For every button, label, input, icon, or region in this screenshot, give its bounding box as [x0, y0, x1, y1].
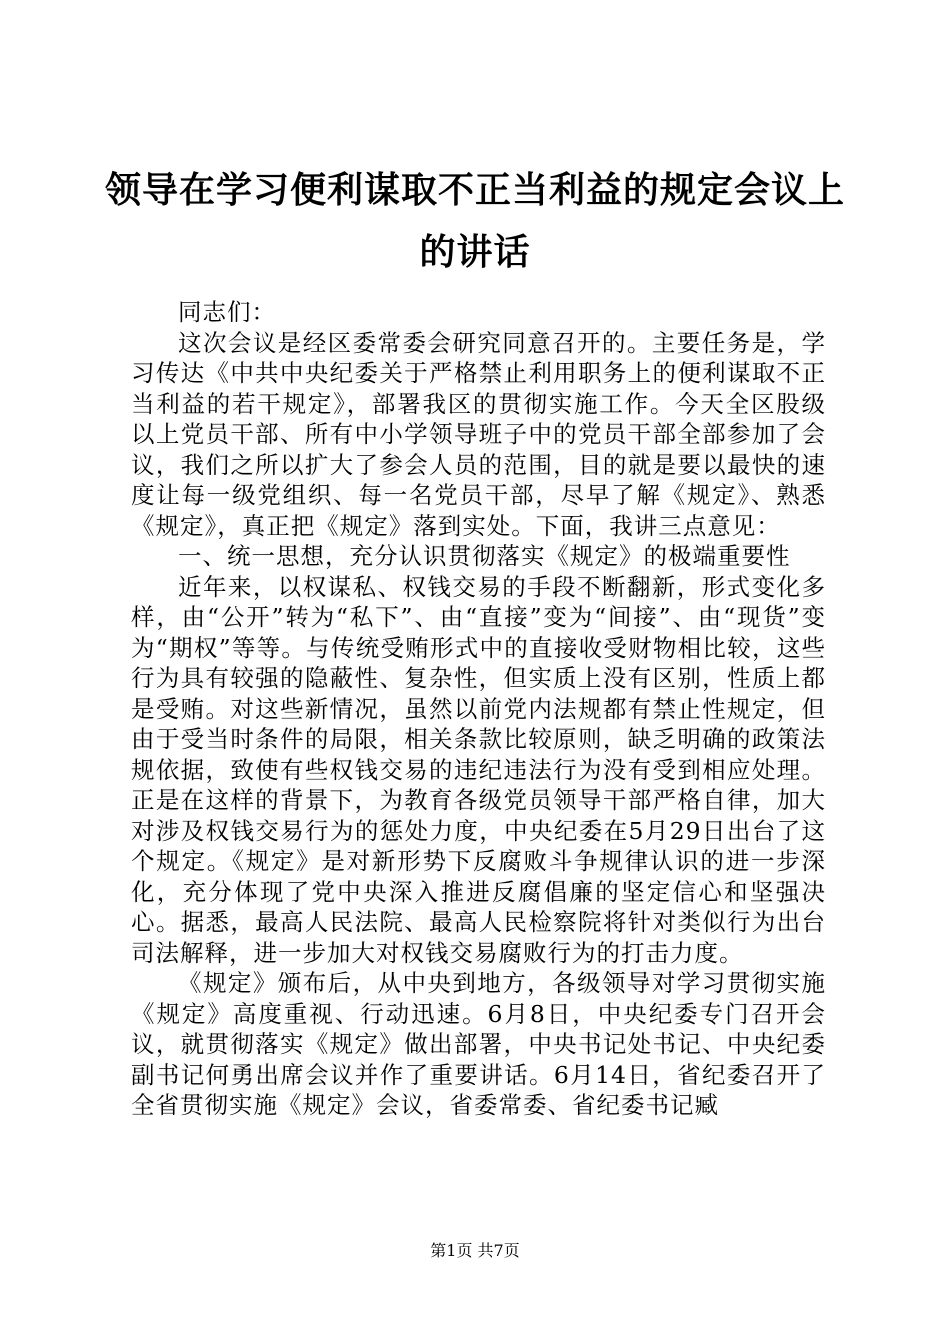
paragraph-intro: 这次会议是经区委常委会研究同意召开的。主要任务是，学习传达《中共中央纪委关于严格禁止利用职务上的便利谋取不正当利益的若干规定》，部署我区的贯彻实施工作。今天全区股级以上党员干部、所有中小学领导班子中的党员干部全部参加了会议，我们之所以扩大了参会人员的范围，目的就是要以最快的速度让每一级党组织、每一名党员干部，尽早了解《规定》、熟悉《规定》，真正把《规定》落到实处。下面，我讲三点意见：: [131, 328, 826, 540]
paragraph-background: 近年来，以权谋私、权钱交易的手段不断翻新，形式变化多样，由“公开”转为“私下”、由“直接”变为“间接”、由“现货”变为“期权”等等。与传统受贿形式中的直接收受财物相比较，这些行为具有较强的隐蔽性、复杂性，但实质上没有区别，性质上都是受贿。对这些新情况，虽然以前党内法规都有禁止性规定，但由于受当时条件的局限，相关条款比较原则，缺乏明确的政策法规依据，致使有些权钱交易的违纪违法行为没有受到相应处理。正是在这样的背景下，为教育各级党员领导干部严格自律，加大对涉及权钱交易行为的惩处力度，中央纪委在5月29日出台了这个规定。《规定》是对新形势下反腐败斗争规律认识的进一步深化，充分体现了党中央深入推进反腐倡廉的坚定信心和坚强决心。据悉，最高人民法院、最高人民检察院将针对类似行为出台司法解释，进一步加大对权钱交易腐败行为的打击力度。: [131, 572, 826, 967]
section-heading-1: 一、统一思想，充分认识贯彻落实《规定》的极端重要性: [178, 542, 791, 570]
document-body: [131, 297, 826, 1121]
paragraph-implementation: 《规定》颁布后，从中央到地方，各级领导对学习贯彻实施《规定》高度重视、行动迅速。6月8日，中央纪委专门召开会议，就贯彻落实《规定》做出部署，中央书记处书记、中央纪委副书记何勇出席会议并作了重要讲话。6月14日，省纪委召开了全省贯彻实施《规定》会议，省委常委、省纪委书记臧: [131, 969, 826, 1119]
document-title: 领导在学习便利谋取不正当利益的规定会议上的讲话: [104, 170, 845, 273]
page-footer: 第1页 共7页: [430, 1241, 520, 1260]
salutation: 同志们：: [178, 298, 276, 326]
